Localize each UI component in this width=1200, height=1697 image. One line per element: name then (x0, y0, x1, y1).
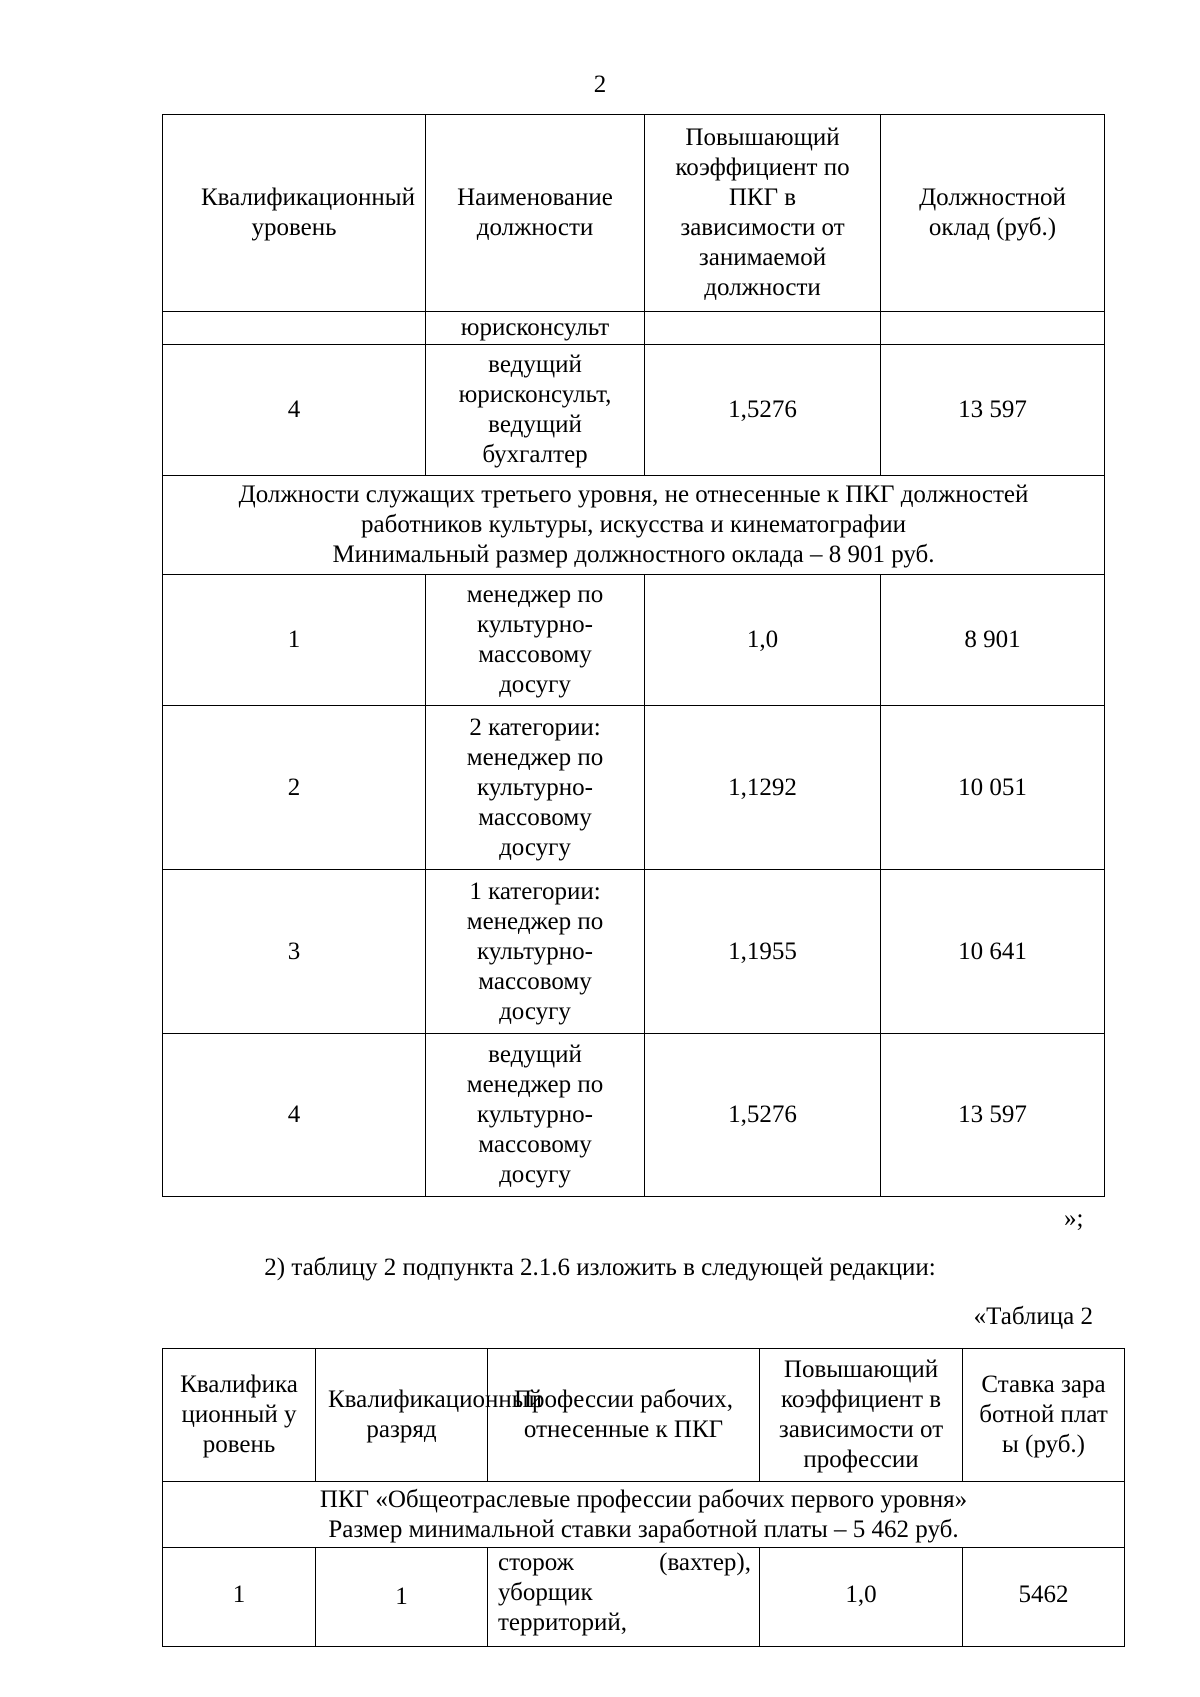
table-row (163, 1034, 1105, 1197)
profession-line: сторож (вахтер), (498, 1549, 751, 1576)
header-cell: Наименование должности (426, 115, 645, 312)
position-cell: 2 категории: менеджер по культурно-массовому досугу (426, 706, 645, 870)
level-cell: 3 (163, 870, 426, 1034)
header-cell: Квалификационный уровень (163, 1349, 316, 1482)
group-header-cell (163, 1482, 1125, 1548)
salary-cell: 13 597 (881, 345, 1105, 476)
salary-cell (881, 312, 1105, 345)
rate-cell: 5462 (963, 1548, 1125, 1647)
level-cell: 2 (163, 706, 426, 870)
group-min-rate: Размер минимальной ставки заработной платы – 5 462 руб. (328, 1515, 959, 1543)
table-row (163, 345, 1105, 476)
level-cell: 4 (163, 1034, 426, 1197)
position-cell: ведущий менеджер по культурно-массовому досугу (426, 1034, 645, 1197)
header-cell: Повышающий коэффициент по ПКГ в зависимости от занимаемой должности (645, 115, 881, 312)
coef-cell: 1,5276 (645, 345, 881, 476)
profession-cell (488, 1548, 760, 1647)
coef-cell (645, 312, 881, 345)
coef-cell: 1,5276 (645, 1034, 881, 1197)
closing-quote: »; (1064, 1205, 1084, 1232)
header-cell: Квалификационный разряд (316, 1349, 488, 1482)
page-number: 2 (593, 71, 607, 98)
table-caption: «Таблица 2 (973, 1303, 1093, 1330)
header-cell: Профессии рабочих, отнесенные к ПКГ (488, 1349, 760, 1482)
header-cell: Ставка заработной платы (руб.) (963, 1349, 1125, 1482)
group-title-line: Должности служащих третьего уровня, не отнесенные к ПКГ должностей (238, 481, 1029, 508)
table-row (163, 706, 1105, 870)
level-cell: 1 (163, 1548, 316, 1647)
level-cell: 4 (163, 345, 426, 476)
salary-cell: 10 641 (881, 870, 1105, 1034)
group-title-line: ПКГ «Общеотраслевые профессии рабочих первого уровня» (319, 1485, 968, 1513)
position-cell: менеджер по культурно-массовому досугу (426, 575, 645, 706)
salary-table-1 (162, 114, 1105, 1197)
group-min-salary: Минимальный размер должностного оклада – 8 901 руб. (332, 541, 935, 568)
group-header-row (163, 1482, 1125, 1548)
table-header-row (163, 1349, 1125, 1482)
table-row (163, 1548, 1125, 1647)
header-cell: Должностной оклад (руб.) (881, 115, 1105, 312)
table-row (163, 575, 1105, 706)
salary-cell: 13 597 (881, 1034, 1105, 1197)
group-title-line: работников культуры, искусства и кинематографии (361, 511, 906, 538)
coef-cell: 1,0 (645, 575, 881, 706)
position-cell: ведущий юрисконсульт, ведущий бухгалтер (426, 345, 645, 476)
position-cell: юрисконсульт (426, 312, 645, 345)
header-cell: Квалификационный уровень (163, 115, 426, 312)
coef-cell: 1,1292 (645, 706, 881, 870)
profession-line: территорий, (498, 1609, 628, 1636)
amendment-paragraph: 2) таблицу 2 подпункта 2.1.6 изложить в следующей редакции: (264, 1254, 936, 1281)
profession-line: уборщик (498, 1579, 593, 1606)
group-header-row (163, 476, 1105, 575)
coef-cell: 1,1955 (645, 870, 881, 1034)
salary-cell: 8 901 (881, 575, 1105, 706)
coef-cell: 1,0 (760, 1548, 963, 1647)
table-header-row (163, 115, 1105, 312)
level-cell: 1 (163, 575, 426, 706)
wage-rate-table-2 (162, 1348, 1125, 1647)
level-cell (163, 312, 426, 345)
table-row (163, 870, 1105, 1034)
header-cell: Повышающий коэффициент в зависимости от профессии (760, 1349, 963, 1482)
salary-cell: 10 051 (881, 706, 1105, 870)
table-row (163, 312, 1105, 345)
position-cell: 1 категории: менеджер по культурно-массовому досугу (426, 870, 645, 1034)
group-header-cell (163, 476, 1105, 575)
grade-cell: 1 (316, 1548, 488, 1647)
